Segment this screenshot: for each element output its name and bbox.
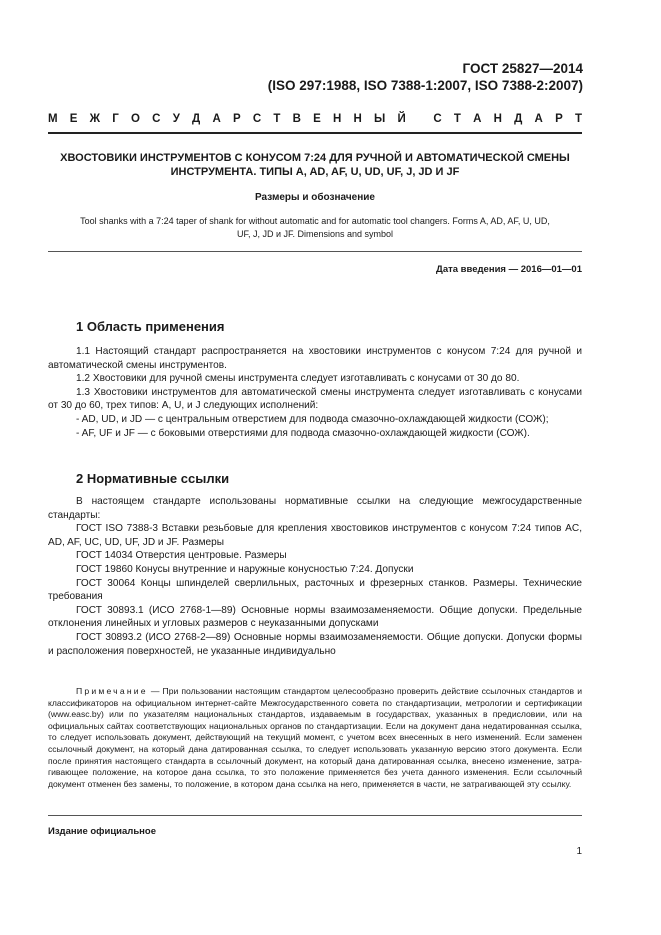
reference-item: ГОСТ 14034 Отверстия центровые. Размеры bbox=[76, 550, 287, 562]
banner-letter: Е bbox=[313, 113, 321, 125]
banner-letter: Р bbox=[555, 113, 563, 125]
banner-letter: О bbox=[131, 113, 140, 125]
section-1-heading: 1 Область применения bbox=[76, 319, 225, 334]
banner-letter: А bbox=[534, 113, 543, 125]
reference-item: ГОСТ 19860 Конусы внутренние и наружные конусностью 7:24. Допуски bbox=[76, 563, 414, 575]
paragraph: 1.1 Настоящий стандарт распространяется на хвостовики инструментов с конусом 7:24 для ручной и автоматической смены инструментов. bbox=[48, 346, 582, 371]
banner-rule bbox=[48, 132, 582, 134]
banner-letter: Н bbox=[353, 113, 362, 125]
paragraph: 1.2 Хвостовики для ручной смены инструмента следует изготавливать с конусами от 30 до 80. bbox=[76, 373, 520, 385]
banner-letter: Г bbox=[112, 113, 119, 125]
introduction-date: Дата введения — 2016—01—01 bbox=[436, 264, 582, 275]
section-2-body bbox=[48, 495, 582, 658]
banner-letter: Ж bbox=[89, 113, 101, 125]
interstate-standard-banner bbox=[48, 113, 582, 126]
banner-letter: Й bbox=[397, 113, 406, 125]
paragraph: 1.3 Хвостовики инструментов для автоматической смены инструмента следует изготавливать с конусами от 30 до 60, трех типов: A, U, и J следующих исполнений: bbox=[48, 386, 582, 412]
reference-item: ГОСТ ISO 7388-3 Вставки резьбовые для крепления хвостовиков инструментов с конусом 7:24 типов AC, AD, AF, UC, UD, UF, JD и JF. Размеры bbox=[48, 523, 582, 548]
banner-letter: Ы bbox=[374, 113, 386, 125]
title-line-1: ХВОСТОВИКИ ИНСТРУМЕНТОВ С КОНУСОМ 7:24 ДЛЯ РУЧНОЙ И АВТОМАТИЧЕСКОЙ СМЕНЫ bbox=[60, 152, 570, 164]
document-subtitle: Размеры и обозначение bbox=[255, 192, 375, 203]
banner-letter: Н bbox=[332, 113, 342, 125]
reference-item: ГОСТ 30893.1 (ИСО 2768-1—89) Основные нормы взаимозаменяемости. Общие допуски. Предельные отклонения линейных и угловых размеров с неуказанными допусками bbox=[48, 604, 582, 630]
note-block bbox=[48, 686, 582, 790]
standard-number: ГОСТ 25827—2014 bbox=[462, 61, 583, 76]
banner-letter: Е bbox=[69, 113, 78, 125]
paragraph: - AF, UF и JF — с боковыми отверстиями для подвода смазочно-охлаждающей жидкости (СОЖ). bbox=[76, 427, 530, 439]
reference-item: ГОСТ 30893.2 (ИСО 2768-2—89) Основные нормы взаимозаменяемости. Общие допуски. Допуски формы и расположения поверхностей, не указанные индивидуально bbox=[48, 631, 582, 657]
banner-letter: С bbox=[252, 113, 262, 125]
note-label: Примечание bbox=[76, 686, 148, 696]
banner-space bbox=[418, 113, 421, 126]
banner-letter: А bbox=[473, 113, 482, 125]
footer-rule bbox=[48, 815, 582, 816]
page-number: 1 bbox=[576, 846, 582, 857]
title-rule bbox=[48, 251, 582, 252]
banner-letter: С bbox=[152, 113, 161, 125]
english-title bbox=[60, 215, 570, 241]
banner-letter: Т bbox=[273, 113, 281, 125]
paragraph: В настоящем стандарте использованы нормативные ссылки на следующие межгосударственные стандарты: bbox=[48, 496, 582, 521]
document-title bbox=[48, 151, 582, 179]
note-paragraph bbox=[48, 686, 582, 790]
banner-letter: В bbox=[292, 113, 301, 125]
title-line-2: ИНСТРУМЕНТА. ТИПЫ A, AD, AF, U, UD, UF, J, JD И JF bbox=[170, 166, 460, 178]
iso-references: (ISO 297:1988, ISO 7388-1:2007, ISO 7388-2:2007) bbox=[267, 78, 583, 93]
banner-letter: Д bbox=[514, 113, 523, 125]
banner-letter: М bbox=[48, 113, 58, 125]
banner-letter: Т bbox=[574, 113, 582, 125]
standard-number-block bbox=[268, 60, 583, 94]
banner-letter: Д bbox=[192, 113, 201, 125]
banner-letter: Т bbox=[453, 113, 461, 125]
banner-letter: У bbox=[172, 113, 180, 125]
section-2-heading: 2 Нормативные ссылки bbox=[76, 471, 230, 486]
banner-letter: Р bbox=[232, 113, 241, 125]
banner-letter: Н bbox=[493, 113, 502, 125]
reference-item: ГОСТ 30064 Концы шпинделей сверлильных, расточных и фрезерных станков. Размеры. Технические требования bbox=[48, 577, 582, 603]
note-text: — При пользовании настоящим стандартом целесообразно проверить действие ссылочных стандартов и классификаторов на официальном интернет-сайте Межгосударственного совета по стандартизации, метрологии и сертификации (www.easc.by) или по указателям национальных стандартов, издаваемым в государствах, указанных в предисловии, или на официальных сайтах соответствующих национальных органов по стандартизации. Если на документ дана недатированная ссылка, то следует использовать документ, действующий на текущий момент, с учетом всех внесенных в него изменений. Если заменен ссылочный документ, на который дана датированная ссылка, то следует использовать указанную версию этого документа. Если после принятия настоящего стандарта в ссылочный документ, на который дана датированная ссылка, внесено изменение, затрагивающее положение, на которое дана ссылка, то это положение применяется без учета данного изменения. Если ссылочный документ отменен без замены, то положение, в котором дана ссылка на него, применяется в части, не затрагивающей эту ссылку. bbox=[48, 686, 582, 789]
english-title-line-2: UF, J, JD и JF. Dimensions and symbol bbox=[236, 229, 394, 239]
english-title-line-1: Tool shanks with a 7:24 taper of shank for without automatic and for automatic tool changers. Forms A, AD, AF, U, UD, bbox=[80, 216, 550, 226]
banner-letter: С bbox=[433, 113, 442, 125]
section-1-body bbox=[48, 345, 582, 440]
banner-letter: А bbox=[212, 113, 221, 125]
official-edition-label: Издание официальное bbox=[48, 826, 156, 837]
paragraph: - AD, UD, и JD — с центральным отверстием для подвода смазочно-охлаждающей жидкости (СОЖ); bbox=[76, 413, 549, 425]
